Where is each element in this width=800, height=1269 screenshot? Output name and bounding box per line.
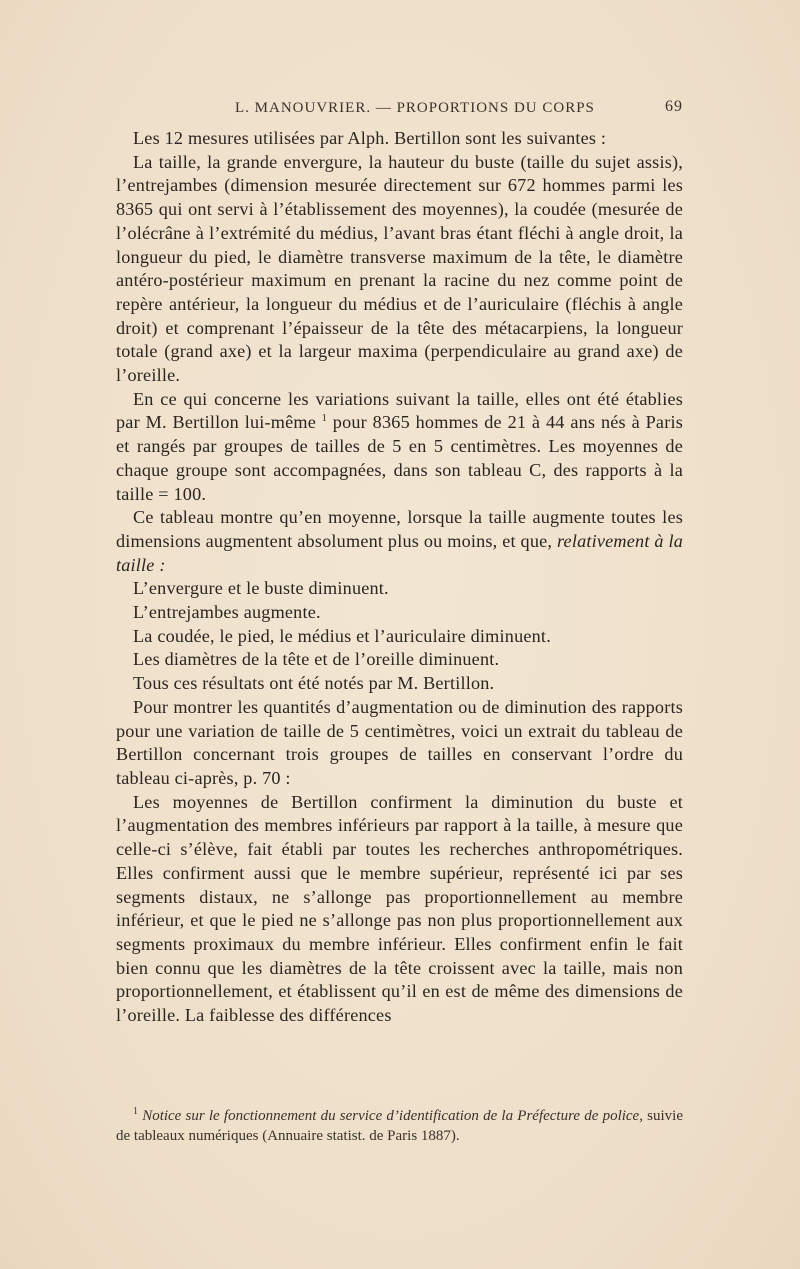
page-number: 69 (665, 98, 683, 115)
paragraph-4-italic: relativement à la taille : (116, 530, 684, 575)
footnote-text (116, 1106, 683, 1146)
footnote-description: suivie de tableaux numériques (Annuaire statist. de Paris 1887). (116, 1108, 683, 1144)
footnote (116, 1106, 683, 1146)
footnote-title: Notice sur le fonctionnement du service d’identification de la Préfecture de police, (138, 1108, 643, 1124)
result-line: Les diamètres de la tête et de l’oreille diminuent. (133, 649, 500, 670)
result-line: L’entrejambes augmente. (133, 602, 321, 623)
result-line: Tous ces résultats ont été notés par M. Bertillon. (133, 673, 495, 694)
paragraph-3-text-continued: pour 8365 hommes de 21 à 44 ans nés à Paris et rangés par groupes de tailles de 5 en 5 centimètres. Les moyennes de chaque groupe sont accompagnées, dans son tableau C, des rapports à la taille = 100. (116, 412, 683, 504)
paragraph-2: La taille, la grande envergure, la hauteur du buste (taille du sujet assis), l’entrejambes (dimension mesurée directement sur 672 hommes parmi les 8365 qui ont servi à l’établissement des moyennes), la coudée (mesurée de l’olécrâne à l’extrémité du médius, l’avant bras étant fléchi à angle droit, la longueur du pied, le diamètre transverse maximum de la tête, le diamètre antéro-postérieur maximum en prenant la racine du nez comme point de repère antérieur, la longueur du médius et de l’auriculaire (fléchis à angle droit) et comprenant l’épaisseur de la tête des métacarpiens, la longueur totale (grand axe) et la largeur maxima (perpendiculaire au grand axe) de l’oreille. (116, 151, 683, 386)
result-line: La coudée, le pied, le médius et l’auriculaire diminuent. (133, 625, 551, 646)
paragraph-1: Les 12 mesures utilisées par Alph. Bertillon sont les suivantes : (133, 128, 607, 148)
footnote-reference[interactable]: 1 (321, 413, 327, 425)
paragraph-conclusion: Les moyennes de Bertillon confirment la diminution du buste et l’augmentation des membres inférieurs par rapport à la taille, à mesure que celle-ci s’élève, fait établi par toutes les recherches anthropométriques. Elles confirment aussi que le membre supérieur, représenté ici par ses segments distaux, ne s’allonge pas proportionnellement au membre inférieur, et que le pied ne s’allonge pas non plus proportionnellement aux segments proximaux du membre inférieur. Elles confirment enfin le fait bien connu que les diamètres de la tête croissent avec la taille, mais non proportionnellement, et établissent qu’il en est de même des dimensions de l’oreille. La faiblesse des différences (116, 791, 683, 1026)
paragraph-4 (116, 506, 683, 577)
page-header (116, 94, 683, 120)
paragraph-3-text: En ce qui concerne les variations suivant la taille, elles ont été établies par M. Bertillon lui-même (116, 388, 683, 433)
paragraph-4-text: Ce tableau montre qu’en moyenne, lorsque la taille augmente toutes les dimensions augmentent absolument plus ou moins, et que, (116, 507, 683, 551)
running-title: L. MANOUVRIER. — PROPORTIONS DU CORPS (235, 100, 595, 116)
paragraph-3 (116, 388, 683, 507)
paragraph-extract: Pour montrer les quantités d’augmentation ou de diminution des rapports pour une variation de taille de 5 centimètres, voici un extrait du tableau de Bertillon concernant trois groupes de tailles en conservant l’ordre du tableau ci-après, p. 70 : (116, 696, 683, 788)
body-text (116, 127, 683, 1028)
result-line: L’envergure et le buste diminuent. (133, 578, 389, 599)
footnote-marker: 1 (133, 1106, 138, 1117)
